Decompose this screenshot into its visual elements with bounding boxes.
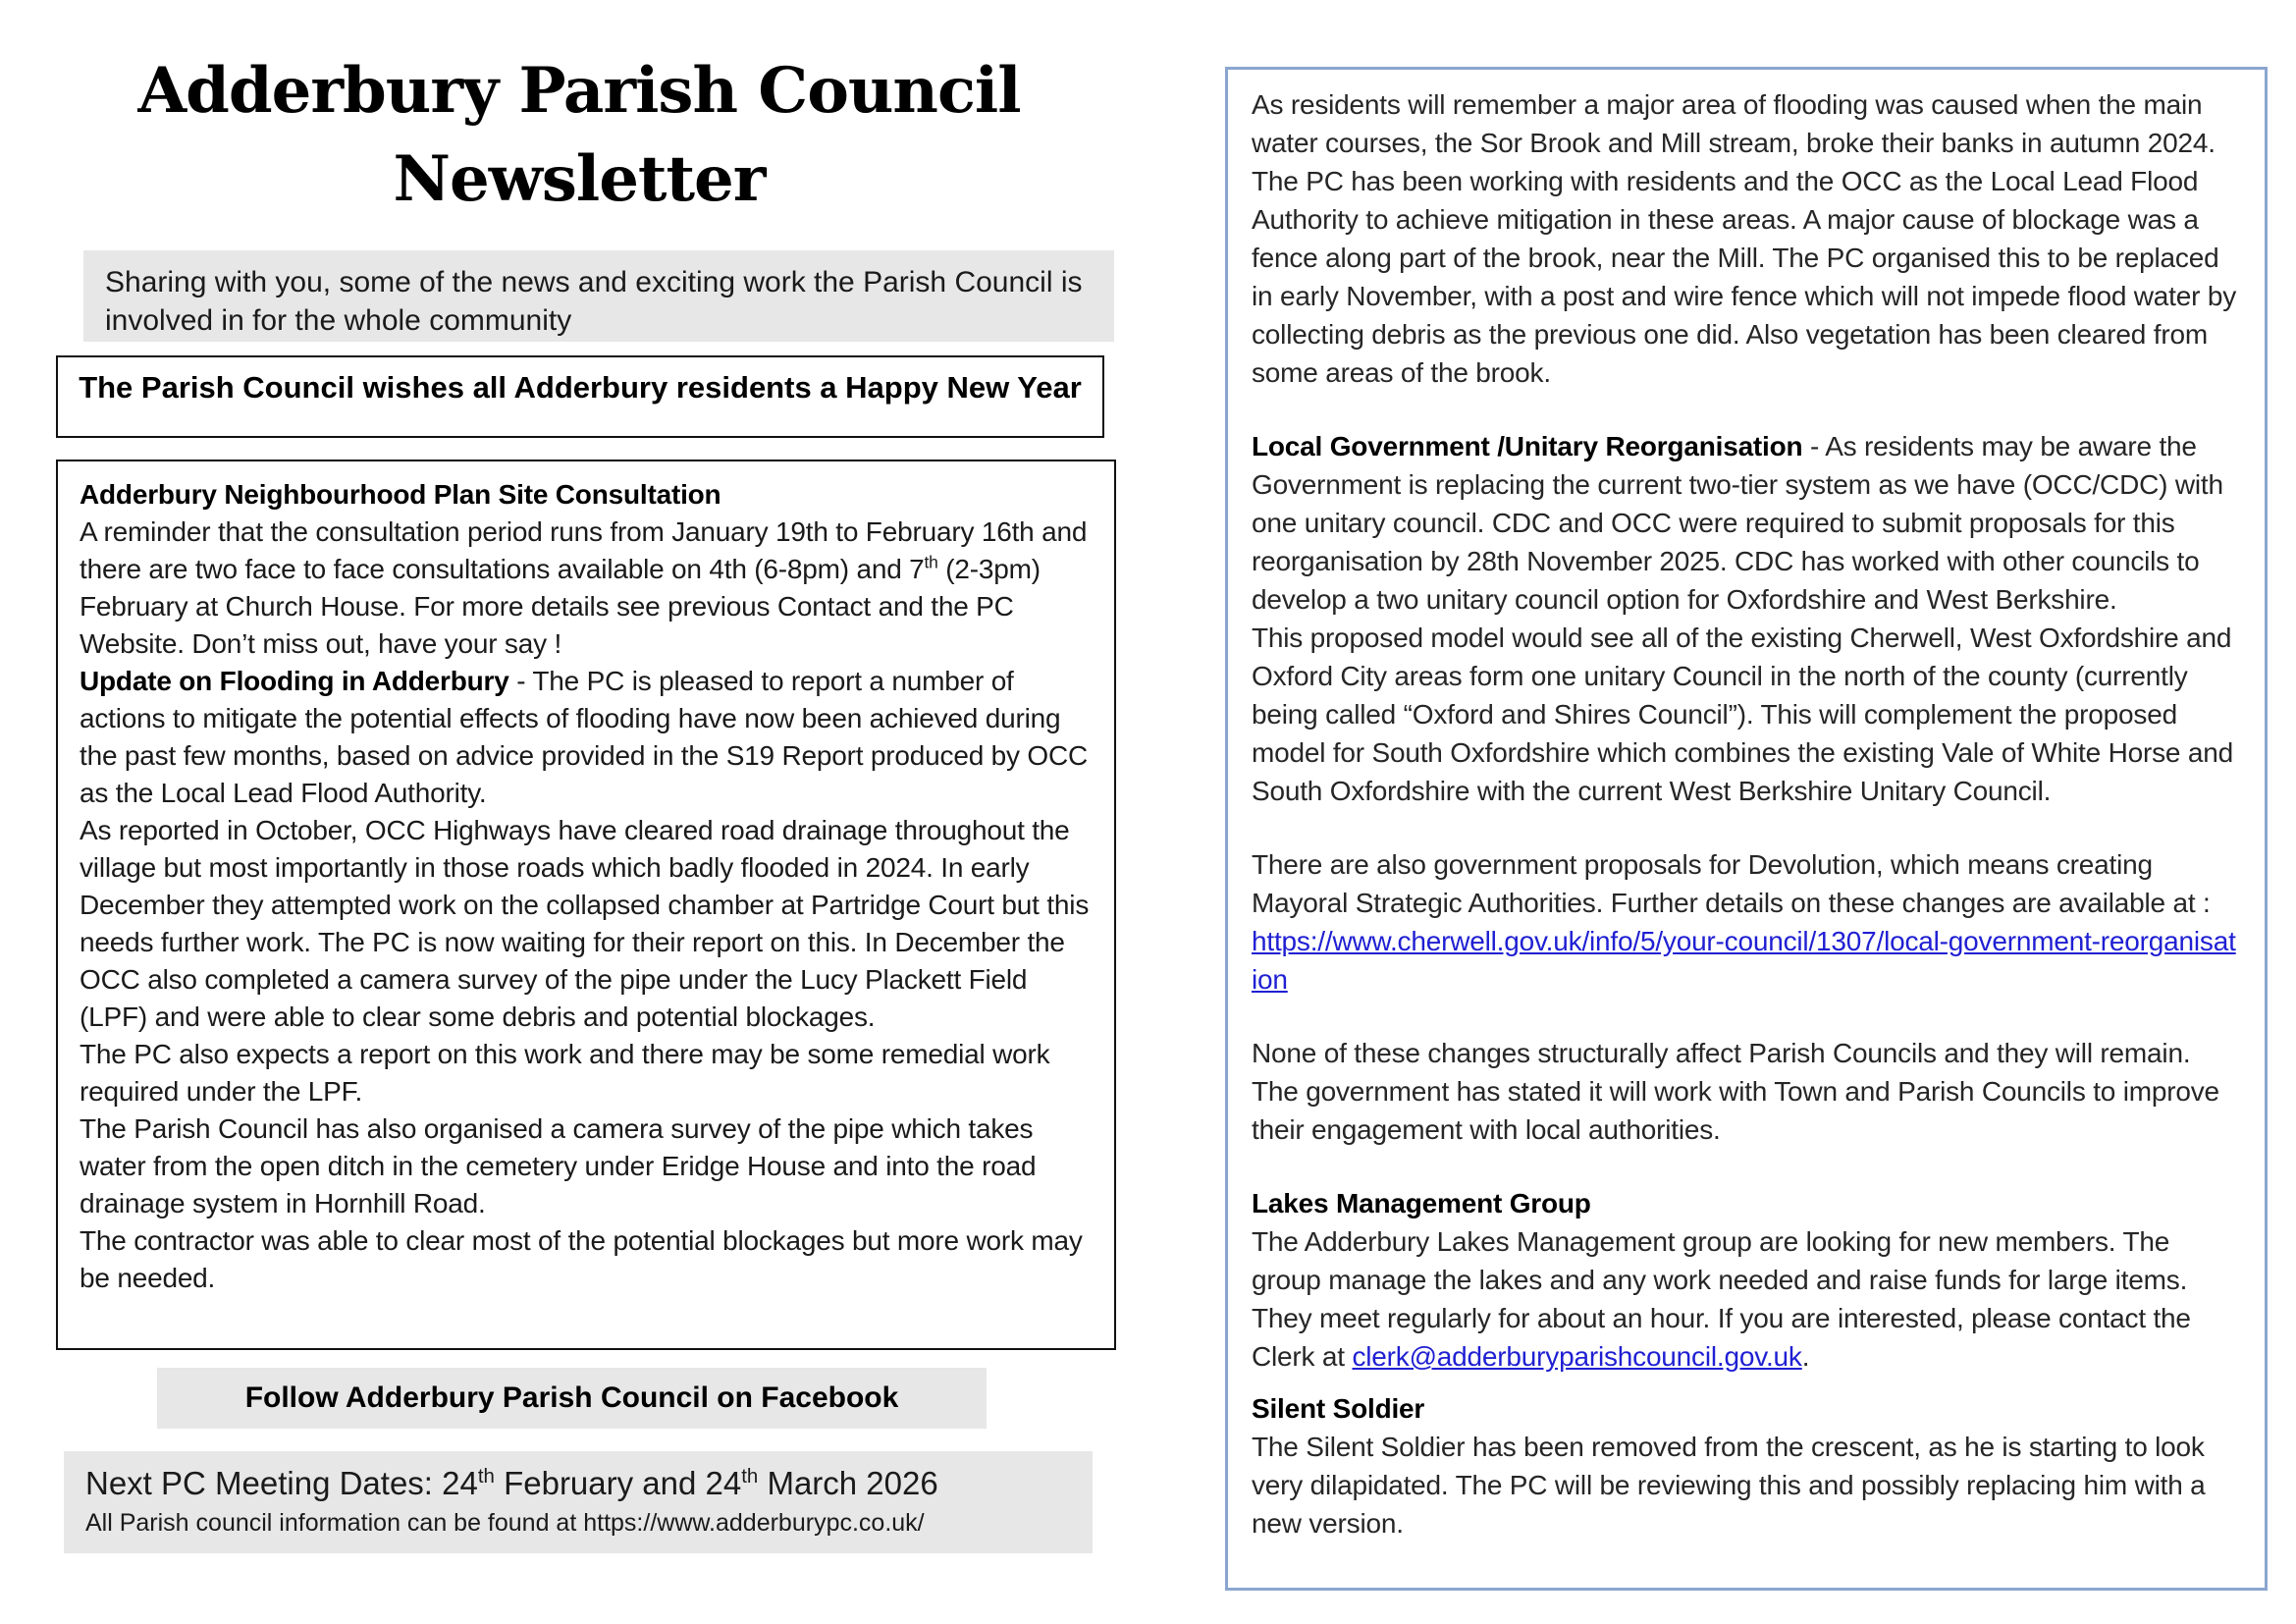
- newsletter-title: [59, 47, 1099, 224]
- newsletter-title-line1: Adderbury Parish Council: [137, 54, 1021, 128]
- consultation-section: [80, 476, 1093, 663]
- parish-changes-paragraph: None of these changes structurally affect Parish Councils and they will remain. The government has stated it will work with Town and Parish Councils to improve their engagement with local authorities.: [1252, 1038, 2219, 1145]
- consultation-ordinal-superscript: th: [924, 552, 938, 572]
- flooding-recap-paragraph: As residents will remember a major area of flooding was caused when the main water courses, the Sor Brook and Mill stream, broke their banks in autumn 2024. The PC has been working with residents and the OCC as the Local Lead Flood Authority to achieve mitigation in these areas. A major cause of blockage was a fence along part of the brook, near the Mill. The PC organised this to be replaced in early November, with a post and wire fence which will not impede flood water by collecting debris as the previous one did. Also vegetation has been cleared from some areas of the brook.: [1252, 89, 2236, 388]
- meeting-dates-superscript-1: th: [477, 1465, 495, 1488]
- flooding-paragraph-3: The PC also expects a report on this work and there may be some remedial work required under the LPF.: [80, 1039, 1050, 1107]
- meeting-dates-part1: Next PC Meeting Dates: 24: [85, 1465, 478, 1501]
- clerk-email-link[interactable]: clerk@adderburyparishcouncil.gov.uk: [1352, 1341, 1802, 1372]
- flooding-update-paragraph: [80, 663, 1093, 812]
- flooding-update-heading: Update on Flooding in Adderbury: [80, 666, 509, 696]
- tagline-box: [83, 250, 1114, 342]
- lakes-heading: Lakes Management Group: [1252, 1188, 1591, 1218]
- right-panel: [1225, 67, 2268, 1591]
- silent-soldier-heading: Silent Soldier: [1252, 1393, 1425, 1424]
- consultation-heading: Adderbury Neighbourhood Plan Site Consultation: [80, 479, 721, 510]
- consultation-body-part2: (2-3pm) February at Church House. For more details see previous Contact and the PC Website. Don’t miss out, have your say !: [80, 554, 1041, 659]
- flooding-paragraph-5: The contractor was able to clear most of the potential blockages but more work may be needed.: [80, 1225, 1083, 1293]
- devolution-text: There are also government proposals for Devolution, which means creating Mayoral Strategic Authorities. Further details on these changes are available at :: [1252, 849, 2211, 918]
- unitary-body-1: - As residents may be aware the Government is replacing the current two-tier system as we have (OCC/CDC) with one unitary council. CDC and OCC were required to submit proposals for this reorganisation by 28th November 2025. CDC has worked with other councils to develop a two unitary council option for Oxfordshire and West Berkshire.: [1252, 431, 2223, 615]
- meeting-dates-box: [64, 1451, 1093, 1553]
- meeting-dates-part3: March 2026: [758, 1465, 938, 1501]
- meeting-dates-superscript-2: th: [741, 1465, 759, 1488]
- newsletter-title-line2: Newsletter: [393, 142, 766, 216]
- news-box: [56, 460, 1116, 1350]
- flooding-update-intro: - The PC is pleased to report a number of actions to mitigate the potential effects of flooding have now been achieved during the past few months, based on advice provided in the S19 Report produced by OCC as the Local Lead Flood Authority.: [80, 666, 1089, 808]
- silent-soldier-section: [1252, 1389, 2241, 1543]
- meeting-dates-line: [85, 1461, 1071, 1506]
- unitary-paragraph-2: This proposed model would see all of the existing Cherwell, West Oxfordshire and Oxford City areas form one unitary Council in the north of the county (currently being called “Oxford and Shires Council”). This will complement the proposed model for South Oxfordshire which combines the existing Vale of White Horse and South Oxfordshire with the current West Berkshire Unitary Council.: [1252, 623, 2233, 806]
- greeting-text: The Parish Council wishes all Adderbury residents a Happy New Year: [79, 370, 1082, 405]
- flooding-paragraph-2: As reported in October, OCC Highways have cleared road drainage throughout the village but most importantly in those roads which badly flooded in 2024. In early December they attempted work on the collapsed chamber at Partridge Court but this needs further work. The PC is now waiting for their report on this. In December the OCC also completed a camera survey of the pipe under the Lucy Plackett Field (LPF) and were able to clear some debris and potential blockages.: [80, 815, 1090, 1032]
- silent-soldier-body: The Silent Soldier has been removed from the crescent, as he is starting to look very dilapidated. The PC will be reviewing this and possibly replacing him with a new version.: [1252, 1432, 2206, 1539]
- lakes-body: The Adderbury Lakes Management group are looking for new members. The group manage the lakes and any work needed and raise funds for large items. They meet regularly for about an hour. If you are interested, please contact the Clerk at: [1252, 1226, 2191, 1372]
- meeting-dates-part2: February and 24: [494, 1465, 742, 1501]
- lakes-body-end: .: [1801, 1341, 1810, 1372]
- greeting-box: [56, 355, 1104, 438]
- lakes-section: [1252, 1184, 2241, 1376]
- unitary-heading: Local Government /Unitary Reorganisation: [1252, 431, 1803, 461]
- devolution-paragraph: [1252, 845, 2241, 999]
- facebook-banner-text: Follow Adderbury Parish Council on Facebook: [244, 1381, 899, 1414]
- tagline-text: Sharing with you, some of the news and exciting work the Parish Council is involved in for the whole community: [105, 266, 1083, 337]
- facebook-banner: [157, 1368, 987, 1429]
- flooding-paragraph-4: The Parish Council has also organised a camera survey of the pipe which takes water from the open ditch in the cemetery under Eridge House and into the road drainage system in Hornhill Road.: [80, 1113, 1037, 1218]
- consultation-body-part1: A reminder that the consultation period runs from January 19th to February 16th and there are two face to face consultations available on 4th (6-8pm) and 7: [80, 516, 1088, 584]
- unitary-paragraph-1: [1252, 427, 2241, 619]
- council-info-url-line: All Parish council information can be found at https://www.adderburypc.co.uk/: [85, 1509, 925, 1537]
- cherwell-reorganisation-link[interactable]: https://www.cherwell.gov.uk/info/5/your-council/1307/local-government-reorganisation: [1252, 926, 2236, 995]
